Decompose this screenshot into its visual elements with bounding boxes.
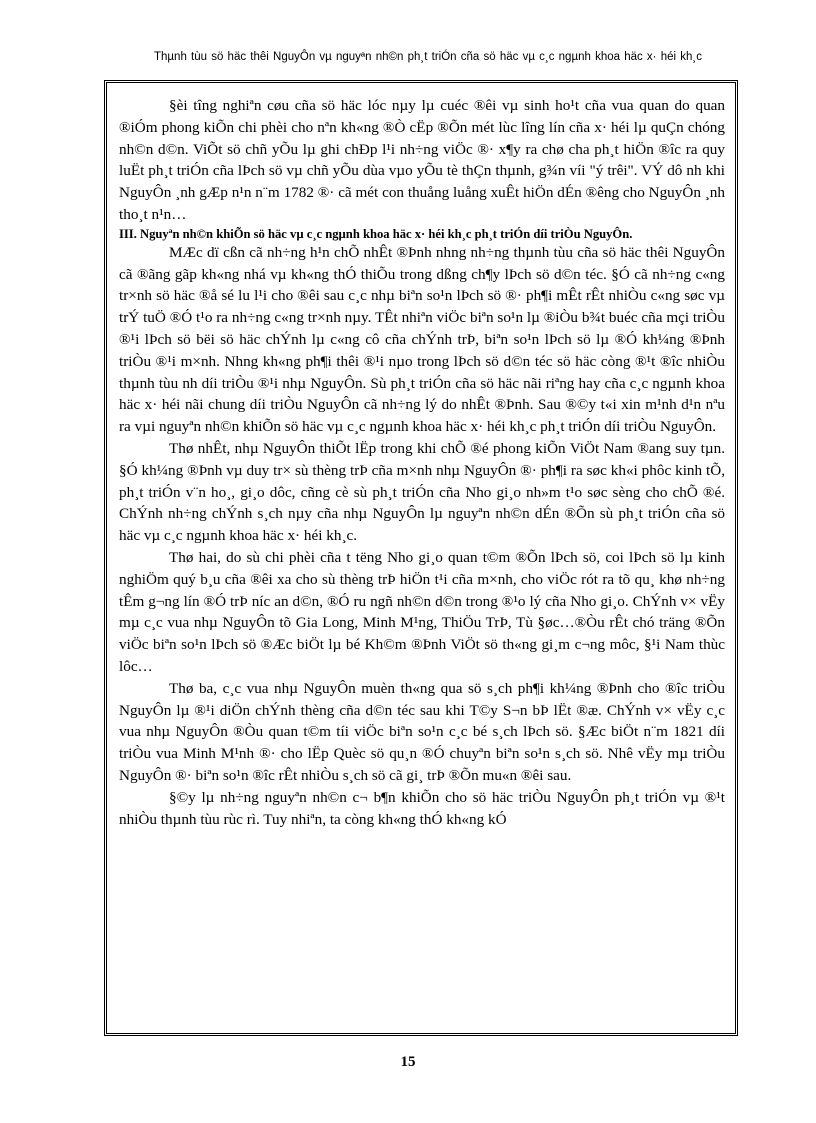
page-border-frame: [104, 80, 738, 1036]
paragraph-2: MÆc dï cßn cã nh÷ng h¹n chÕ nhÊt ®Þnh nhng nh÷ng thµnh tùu cña sö häc thêi NguyÔn cã ®ãng gãp kh«ng nhá vµ kh«ng thÓ thiÕu trong dßng ch¶y lÞch sö d©n téc. §Ó cã nh÷ng c«ng tr×nh sö häc ®å sé lu l¹i cho ®êi sau c¸c nhµ biªn so¹n lÞch sö ®· ph¶i mÊt rÊt nhiÒu c«ng søc vµ trÝ tuÖ ®Ó t¹o ra nh÷ng c«ng tr×nh nµy. TÊt nhiªn viÖc biªn so¹n lµ ®iÒu b¾t buéc cña mçi triÒu ®¹i lÞch sö bëi sö häc chÝnh lµ c«ng cô cña chÝnh trÞ, biªn so¹n lÞch sö lµ ®Ó kh¼ng ®Þnh triÒu ®¹i m×nh. Nhng kh«ng ph¶i thêi ®¹i nµo trong lÞch sö d©n téc sö häc còng ®¹t ®îc nhiÒu thµnh tùu nh díi triÒu ®¹i nhµ NguyÔn. Sù ph¸t triÓn cña sö häc nãi riªng hay cña c¸c ngµnh khoa häc x· héi nãi chung díi triÒu NguyÔn cã nh÷ng lý do nhÊt ®Þnh. Sau ®©y t«i xin m¹nh d¹n nªu ra vµi nguyªn nh©n khiÕn sö häc vµ c¸c ngµnh khoa häc x· héi kh¸c ph¸t triÓn díi triÒu NguyÔn.: [119, 243, 725, 436]
paragraph-6: §©y lµ nh÷ng nguyªn nh©n c¬ b¶n khiÕn cho sö häc triÒu NguyÔn ph¸t triÓn vµ ®¹t nhiÒu thµnh tùu rùc rì. Tuy nhiªn, ta còng kh«ng thÓ kh«ng kÓ: [119, 788, 725, 828]
paragraph-1: §èi tîng nghiªn cøu cña sö häc lóc nµy lµ cuéc ®êi vµ sinh ho¹t cña vua quan do quan ®iÓm phong kiÕn chi phèi cho nªn kh«ng ®Ò cËp ®Õn mét lùc lîng lín cña x· héi lµ quÇn chóng nh©n d©n. ViÕt sö chñ yÕu lµ ghi chÐp l¹i nh÷ng viÖc ®· x¶y ra chø cha ph¸t hiÖn ®îc ra quy luËt ph¸t triÓn cña lÞch sö vµ chñ yÕu dùa vµo yÕu tè thÇn thµnh, g¾n víi "ý trêi". VÝ dô nh khi NguyÔn ¸nh gÆp n¹n n¨m 1782 ®· cã mét con thuång luång xuÊt hiÖn dÉn ®êng cho NguyÔn ¸nh tho¸t n¹n…: [119, 97, 725, 223]
running-header: Thµnh tùu sö häc thêi NguyÔn vµ nguyªn nh©n ph¸t triÓn cña sö häc vµ c¸c ngµnh khoa häc x· héi kh¸c: [154, 51, 702, 63]
paragraph-4: Thø hai, do sù chi phèi cña t tëng Nho gi¸o quan t©m ®Õn lÞch sö, coi lÞch sö lµ kinh nghiÖm quý b¸u cña ®êi xa cho sù thèng trÞ hiÖn t¹i cña m×nh, cho viÖc rót ra tõ qu¸ khø nh÷ng tÊm g¬ng lín ®Ó trÞ níc an d©n, ®Ó ru ngñ nh©n d©n trong ®¹o lý cña Nho gi¸o. ChÝnh v× vËy mµ c¸c vua nhµ NguyÔn tõ Gia Long, Minh M¹ng, ThiÖu TrÞ, Tù §øc…®Òu rÊt chó träng ®Õn viÖc biªn so¹n lÞch sö ®Æc biÖt lµ bé Kh©m ®Þnh ViÖt sö th«ng gi¸m c¬ng môc, §¹i Nam thùc lôc…: [119, 548, 725, 675]
paragraph-3: Thø nhÊt, nhµ NguyÔn thiÕt lËp trong khi chÕ ®é phong kiÕn ViÖt Nam ®ang suy tµn. §Ó kh¼ng ®Þnh vµ duy tr× sù thèng trÞ cña m×nh nhµ NguyÔn ®· ph¶i ra søc kh«i phôc kinh tÕ, ph¸t triÓn v¨n ho¸, gi¸o dôc, cñng cè sù ph¸t triÓn cña Nho gi¸o nh»m t¹o søc sèng cho chÕ ®é. ChÝnh nh÷ng chÝnh s¸ch nµy cña nhµ NguyÔn lµ nguyªn nh©n dÉn ®Õn sù ph¸t triÓn cña sö häc vµ c¸c ngµnh khoa häc x· héi kh¸c.: [119, 439, 725, 545]
paragraph-5: Thø ba, c¸c vua nhµ NguyÔn muèn th«ng qua sö s¸ch ph¶i kh¼ng ®Þnh cho ®îc triÒu NguyÔn lµ ®¹i diÖn chÝnh thèng cña d©n téc sau khi T©y S¬n bÞ lËt ®æ. ChÝnh v× vËy c¸c vua nhµ NguyÔn ®Òu quan t©m tíi viÖc biªn so¹n c¸c bé s¸ch lÞch sö. §Æc biÖt n¨m 1821 díi triÒu vua Minh M¹nh ®· cho lËp Quèc sö qu¸n ®Ó chuyªn biªn so¹n s¸ch sö. Nhê vËy mµ triÒu NguyÔn ®· biªn so¹n ®îc rÊt nhiÒu s¸ch sö cã gi¸ trÞ ®Õn mu«n ®êi sau.: [119, 679, 725, 784]
page-body: [119, 95, 725, 830]
page-number: 15: [400, 1054, 416, 1070]
section-heading: III. Nguyªn nh©n khiÕn sö häc vµ c¸c ngµnh khoa häc x· héi kh¸c ph¸t triÓn díi triÒu NguyÔn.: [119, 226, 633, 241]
